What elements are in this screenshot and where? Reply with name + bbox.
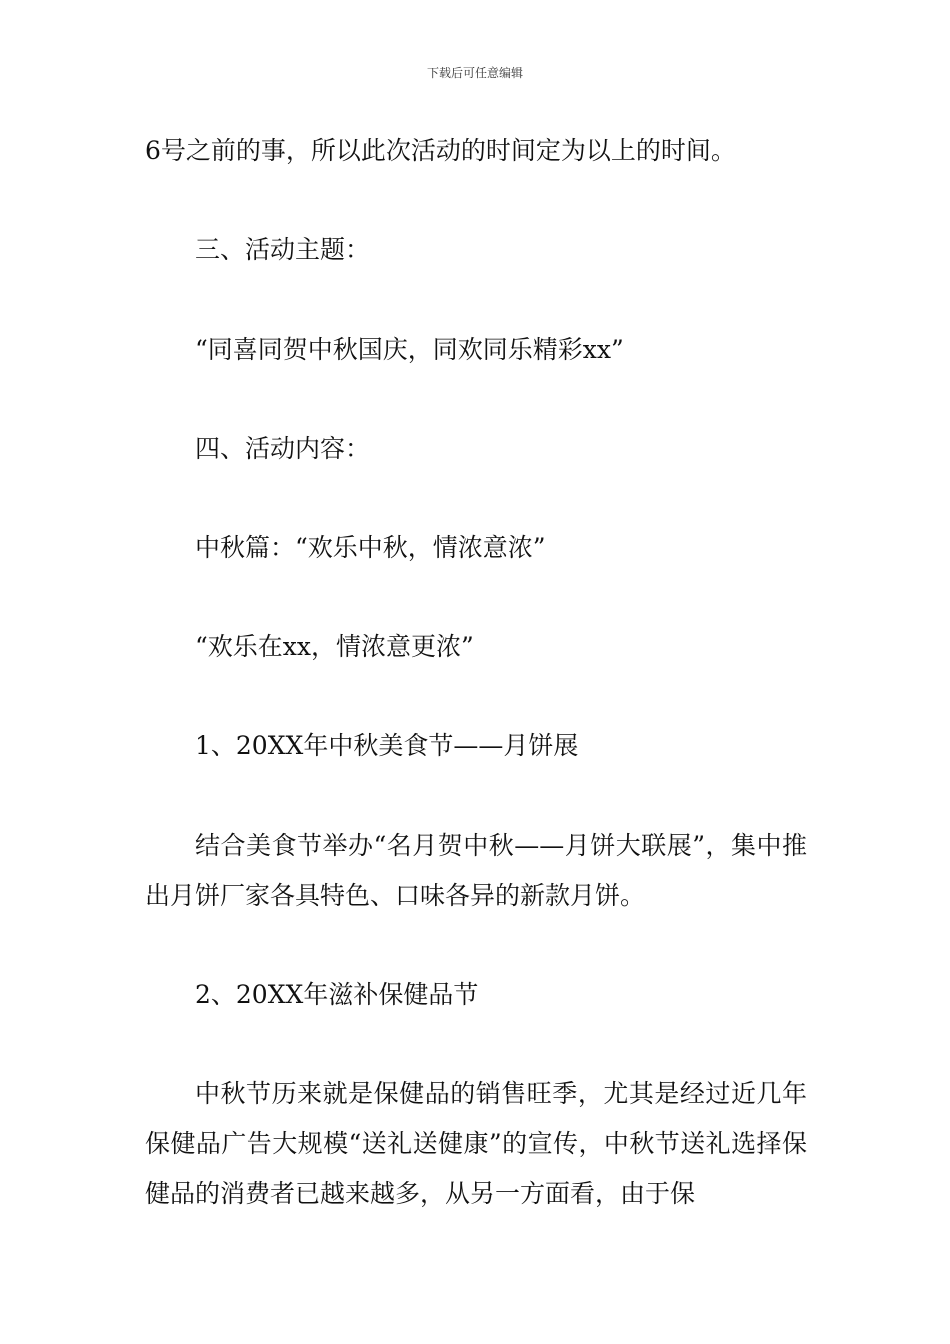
item-2-heading: 2、20XX年滋补保健品节 [195, 980, 479, 1009]
theme-slogan: “同喜同贺中秋国庆，同欢同乐精彩xx” [195, 335, 624, 364]
paragraph-1: 6号之前的事，所以此次活动的时间定为以上的时间。 [145, 136, 736, 165]
item-2-description: 中秋节历来就是保健品的销售旺季，尤其是经过近几年保健品广告大规模“送礼送健康”的宣传，中秋节送礼选择保健品的消费者已越来越多，从另一方面看，由于保 [145, 1079, 807, 1208]
mid-autumn-heading: 中秋篇：“欢乐中秋，情浓意浓” [195, 533, 546, 562]
mid-autumn-slogan: “欢乐在xx，情浓意更浓” [195, 632, 474, 661]
section-heading-theme: 三、活动主题： [195, 235, 371, 264]
item-1-heading: 1、20XX年中秋美食节——月饼展 [195, 731, 579, 760]
header-note: 下载后可任意编辑 [426, 66, 523, 80]
section-heading-content: 四、活动内容： [195, 434, 371, 463]
item-1-description: 结合美食节举办“名月贺中秋——月饼大联展”，集中推出月饼厂家各具特色、口味各异的新款月饼。 [145, 831, 807, 910]
